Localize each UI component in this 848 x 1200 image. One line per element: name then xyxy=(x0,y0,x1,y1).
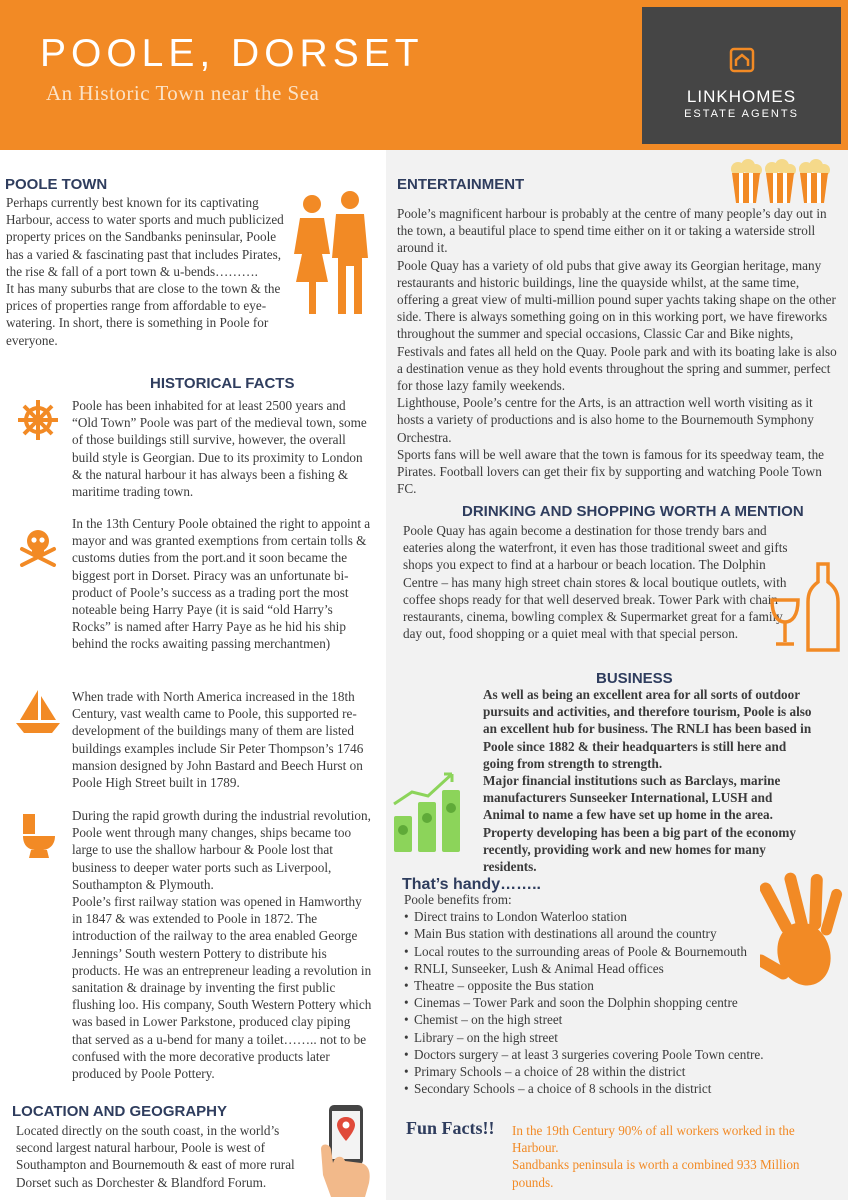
logo-subtitle: ESTATE AGENTS xyxy=(684,108,799,120)
people-icon xyxy=(288,190,374,316)
business-heading: BUSINESS xyxy=(596,670,673,687)
sailboat-icon xyxy=(14,688,62,736)
entertainment-p1: Poole’s magnificent harbour is probably at the centre of many people’s day out in the town, a beautiful place to spend time either on it or taking a waterside stroll around it. xyxy=(397,206,827,256)
list-item: • Doctors surgery – at least 3 surgeries covering Poole Town centre. xyxy=(404,1046,784,1063)
list-item: • Main Bus station with destinations all around the country xyxy=(404,925,784,942)
historical-p2: In the 13th Century Poole obtained the right to appoint a mayor and was granted exemptions from certain tolls & customs duties from the port.and it soon became the biggest port in Dorset. Piracy was an unfortunate bi-product of Poole’s success as a trading port the most noteable being Harry Paye (it is said “old Harry’s Rocks” is named after Harry Paye as he hid his ship behind the rocks awaiting passing merchantmen) xyxy=(72,516,371,652)
list-item: • Chemist – on the high street xyxy=(404,1011,784,1028)
historical-p4 xyxy=(72,807,372,1082)
list-item: • Primary Schools – a choice of 28 within the district xyxy=(404,1063,784,1080)
house-icon xyxy=(727,45,757,75)
entertainment-p3: Lighthouse, Poole’s centre for the Arts, is an attraction well worth visiting as it hosts a variety of productions and is also home to the Bournemouth Symphony Orchestra. xyxy=(397,395,814,445)
entertainment-p4: Sports fans will be well aware that the town is famous for its speedway team, the Pirates. Football lovers can get their fix by supporting and watching Poole Town FC. xyxy=(397,446,825,497)
entertainment-text xyxy=(397,205,841,497)
list-item: • Local routes to the surrounding areas of Poole & Bournemouth xyxy=(404,943,784,960)
logo xyxy=(642,7,841,144)
business-text xyxy=(483,686,815,875)
business-p1: As well as being an excellent area for all sorts of outdoor pursuits and activities, and therefore tourism, Poole is also an excellent hub for business. The RNLI has been based in Poole since 1882 & their headquarters is still here and going from strength to strength. xyxy=(483,687,812,771)
list-item: • Direct trains to London Waterloo station xyxy=(404,908,784,925)
toilet-icon xyxy=(20,812,58,860)
historical-p4b: Poole’s first railway station was opened in Hamworthy in 1847 & was extended to Poole in 1872. The introduction of the railway to the area enabled George Jennings’ South western Pottery to distribute his products. He was an entrepreneur leading a revolution in sanitation & drainage by inventing the first public flushing loo. His company, South Western Pottery which was based in Lower Parkstone, produced clay piping that served as a u-bend for many a toilet…….. not to be confused with the more decorative products later produced by Poole Pottery. xyxy=(72,894,372,1082)
poole-town-p2: It has many suburbs that are close to the town & the prices of properties range from affordable to eye-watering. In short, there is something in Poole for everyone. xyxy=(6,281,281,348)
handy-intro: Poole benefits from: xyxy=(404,892,512,907)
poole-town-p1: Perhaps currently best known for its captivating Harbour, access to water sports and much publicized property prices on the Sandbanks peninsular, Poole has a varied & fascinating past that includes Pirates, the rise & fall of a port town & u-bends………. xyxy=(6,195,284,279)
historical-facts-heading: HISTORICAL FACTS xyxy=(150,375,295,392)
historical-p1: Poole has been inhabited for at least 2500 years and “Old Town” Poole was part of the medieval town, some of those buildings still survive, however, the overall build style is Georgian. Due to its proximity to London & the natural harbour it has always been a fishing & maritime trading town. xyxy=(72,398,367,500)
fun-fact-2: Sandbanks peninsula is worth a combined 933 Million pounds. xyxy=(512,1157,800,1190)
handy-list-block xyxy=(404,891,784,1097)
header-banner xyxy=(0,0,848,150)
logo-name: LINKHOMES xyxy=(686,87,797,106)
page-subtitle: An Historic Town near the Sea xyxy=(46,81,320,105)
location-p1: Located directly on the south coast, in the world’s second largest natural harbour, Poole is west of Southampton and Bournemouth & east of more rural Dorset such as Dorchester & Blandford Forum. xyxy=(16,1123,295,1190)
drinking-p1: Poole Quay has again become a destination for those trendy bars and eateries along the waterfront, it even has those traditional sweet and gifts shops you expect to find at a harbour or beach location. The Dolphin Centre – has many high street chain stores & local boutique outlets, with coffee shops ready for that well deserved break. Tower Park with chain restaurants, cinema, bowling complex & Supermarket great for a family day out, food shopping or a quiet meal with that special person. xyxy=(403,523,788,642)
handy-list xyxy=(404,908,784,1097)
page-title: POOLE, DORSET xyxy=(40,32,424,75)
list-item: • RNLI, Sunseeker, Lush & Animal Head offices xyxy=(404,960,784,977)
list-item: • Library – on the high street xyxy=(404,1029,784,1046)
skull-crossbones-icon xyxy=(18,527,58,567)
handy-heading: That’s handy…….. xyxy=(402,876,541,893)
business-p2: Major financial institutions such as Barclays, marine manufacturers Sunseeker International, LUSH and Animal to name a few have set up home in the area. Property developing has been a big part of the economy recently, providing work and new homes for many residents. xyxy=(483,773,796,875)
money-growth-icon xyxy=(390,770,470,854)
historical-p3: When trade with North America increased in the 18th Century, vast wealth came to Poole, this supported re-development of the buildings many of them are listed buildings examples include Sir Peter Thompson’s 1746 mansion designed by John Bastard and Beech Hurst on Poole High Street built in 1789. xyxy=(72,689,364,791)
fun-facts-text xyxy=(512,1122,828,1191)
wine-icon xyxy=(770,562,840,654)
ship-wheel-icon xyxy=(16,398,60,442)
fun-fact-1: In the 19th Century 90% of all workers worked in the Harbour. xyxy=(512,1123,795,1156)
drinking-shopping-heading: DRINKING AND SHOPPING WORTH A MENTION xyxy=(462,503,804,520)
phone-map-icon xyxy=(317,1103,373,1197)
popcorn-icon xyxy=(728,157,832,205)
handprint-icon xyxy=(760,870,844,1000)
historical-p4a: During the rapid growth during the industrial revolution, Poole went through many changes, ships became too large to use the shallow harbour & Poole lost that business to deeper water ports such as Liverpool, Southampton & Plymouth. xyxy=(72,808,371,892)
list-item: • Theatre – opposite the Bus station xyxy=(404,977,784,994)
entertainment-p2: Poole Quay has a variety of old pubs that give away its Georgian heritage, many restaurants and historic buildings, line the quayside whilst, at the same time, offering a great view of multi-million pound super yachts taking shape on the other side. There is always something going on in this working port, we have fireworks throughout the summer and special occasions, Classic Car and Bike nights, Festivals and fates all held on the Quay. Poole park and with its boating lake is also a destination venue as they hold events throughout the spring and summer, perfect for those lazy family weekends. xyxy=(397,257,837,394)
entertainment-heading: ENTERTAINMENT xyxy=(397,176,525,193)
list-item: • Cinemas – Tower Park and soon the Dolphin shopping centre xyxy=(404,994,784,1011)
poole-town-heading: POOLE TOWN xyxy=(5,176,108,193)
location-heading: LOCATION AND GEOGRAPHY xyxy=(12,1103,228,1120)
poole-town-text xyxy=(6,194,288,349)
fun-facts-heading: Fun Facts!! xyxy=(406,1118,495,1138)
list-item: • Secondary Schools – a choice of 8 schools in the district xyxy=(404,1080,784,1097)
